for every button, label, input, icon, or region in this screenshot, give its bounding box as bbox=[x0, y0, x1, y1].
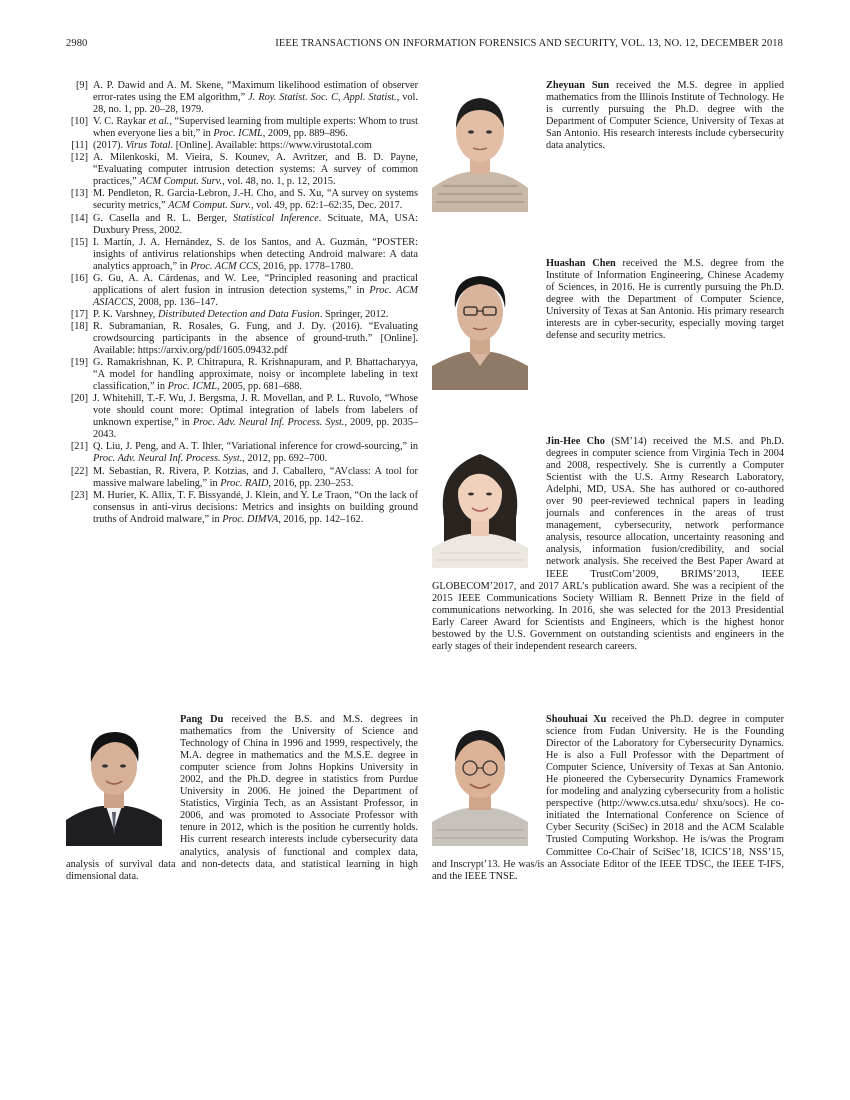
bio-pang-du bbox=[66, 714, 418, 883]
reference-venue: et al. bbox=[148, 116, 170, 128]
reference-item bbox=[66, 393, 418, 441]
photo-huashan-chen bbox=[432, 262, 528, 390]
reference-text bbox=[93, 116, 418, 140]
reference-item bbox=[66, 213, 418, 237]
reference-text bbox=[93, 80, 418, 116]
reference-segment: , 2016, pp. 142–162. bbox=[278, 513, 364, 525]
reference-number: [23] bbox=[70, 489, 88, 501]
reference-number: [10] bbox=[70, 116, 88, 128]
reference-number: [20] bbox=[70, 393, 88, 405]
reference-segment: A. Milenkoski, M. Vieira, S. Kounev, A. Avritzer, and B. D. Payne, “Evaluating computer intrusion detection systems: A survey of common practices,” bbox=[93, 152, 418, 188]
reference-text bbox=[93, 273, 418, 309]
reference-venue: Proc. RAID bbox=[220, 477, 269, 489]
reference-segment: , 2005, pp. 681–688. bbox=[217, 381, 302, 393]
reference-item bbox=[66, 116, 418, 140]
photo-shouhuai-xu bbox=[432, 718, 528, 846]
reference-venue: Proc. Adv. Neural Inf. Process. Syst. bbox=[192, 417, 345, 429]
reference-item bbox=[66, 273, 418, 309]
reference-item bbox=[66, 140, 418, 152]
reference-segment: A. P. Dawid and A. M. Skene, “Maximum likelihood estimation of observer error-rates using the EM algorithm,” bbox=[93, 80, 418, 104]
reference-segment: P. K. Varshney, bbox=[93, 308, 158, 320]
reference-segment: Q. Liu, J. Peng, and A. T. Ihler, “Variational inference for crowd-sourcing,” in bbox=[93, 441, 418, 453]
reference-text bbox=[93, 321, 418, 357]
reference-segment: , 2009, pp. 889–896. bbox=[262, 128, 348, 140]
reference-venue: Proc. DIMVA bbox=[222, 513, 279, 525]
bio-text: received the Ph.D. degree in computer science from Fudan University. He is the Founding Director of the Laboratory for Cybersecurity Dynamics. He is also a Full Professor with the Department of Computer Science, University of Texas at San Antonio. He pioneered the Cybersecurity Dynamics Framework for modeling and analyzing cybersecurity from a holistic perspective (http://www.cs.utsa.edu/ shxu/socs). He co-initiated the International Conference on Science of Cyber Security (SciSec) in 2018 and the ACM Scalable Trusted Computing Workshop. He is/was the Program Committee Co-Chair of SciSec’18, ICICS’18, NSS’15, and Inscrypt’13. He was/is an Associate Editor of the IEEE TDSC, the IEEE T-IFS, and the IEEE TNSE. bbox=[432, 714, 784, 882]
reference-text bbox=[93, 393, 418, 441]
reference-text bbox=[93, 309, 418, 321]
reference-item bbox=[66, 490, 418, 526]
reference-segment: I. Martín, J. A. Hernández, S. de los Santos, and A. Guzmán, “POSTER: insights of antivirus relationships when detecting Android malware: A data analytics approach,” in bbox=[93, 236, 418, 272]
reference-segment: , vol. 28, no. 1, pp. 20–28, 1979. bbox=[93, 92, 418, 116]
reference-segment: , vol. 49, pp. 62:1–62:35, Dec. 2017. bbox=[250, 200, 403, 212]
reference-number: [11] bbox=[71, 140, 88, 152]
photo-zheyuan-sun bbox=[432, 84, 528, 212]
reference-segment: , 2008, pp. 136–147. bbox=[133, 296, 218, 308]
reference-text bbox=[93, 213, 418, 237]
reference-item bbox=[66, 188, 418, 212]
bio-zheyuan-sun bbox=[432, 80, 784, 216]
reference-number: [18] bbox=[70, 320, 88, 332]
reference-venue: J. Roy. Statist. Soc. C, Appl. Statist. bbox=[248, 92, 397, 104]
reference-number: [15] bbox=[70, 236, 88, 248]
reference-item bbox=[66, 309, 418, 321]
reference-segment: . Springer, 2012. bbox=[319, 308, 389, 320]
reference-text bbox=[93, 357, 418, 393]
reference-item bbox=[66, 237, 418, 273]
bio-text: received the M.S. degree in applied mathematics from the Illinois Institute of Technology. He is currently pursuing the Ph.D. degree with the Department of Computer Science, University of Texas at San Antonio. His research interests include cybersecurity data analytics. bbox=[546, 80, 784, 152]
bio-text: received the B.S. and M.S. degrees in mathematics from the University of Science and Technology of China in 1996 and 1999, respectively, the M.A. degree in mathematics and the M.S.E. degree in computer science from Johns Hopkins University in 2002, and the Ph.D. degree in statistics from Purdue University in 2006. He joined the Department of Statistics, Virginia Tech, as an Assistant Professor, in 2006, and was promoted to Associate Professor with tenure in 2012, which is the position he currently holds. His current research interests include cybersecurity data analytics, analysis of functional and complex data, analysis of survival data and non-detects data, and statistical learning in high dimensional data. bbox=[66, 714, 418, 882]
reference-segment: , 2016, pp. 230–253. bbox=[268, 477, 354, 489]
bio-name: Jin-Hee Cho bbox=[546, 436, 605, 447]
reference-venue: Proc. Adv. Neural Inf. Process. Syst. bbox=[93, 453, 243, 465]
reference-item bbox=[66, 321, 418, 357]
bio-name: Shouhuai Xu bbox=[546, 714, 607, 725]
reference-item bbox=[66, 441, 418, 465]
reference-segment: G. Gu, A. A. Cárdenas, and W. Lee, “Principled reasoning and practical applications of alert fusion in intrusion detection systems,” in bbox=[93, 272, 418, 296]
reference-item bbox=[66, 466, 418, 490]
reference-item bbox=[66, 357, 418, 393]
bio-name: Pang Du bbox=[180, 714, 224, 725]
reference-segment: , 2009, pp. 2035–2043. bbox=[93, 417, 419, 441]
reference-segment: , vol. 48, no. 1, p. 12, 2015. bbox=[222, 176, 336, 188]
photo-jin-hee-cho bbox=[432, 440, 528, 568]
reference-venue: ACM Comput. Surv. bbox=[139, 176, 223, 188]
reference-venue: Statistical Inference bbox=[233, 212, 319, 224]
reference-venue: Proc. ACM ASIACCS bbox=[93, 284, 418, 308]
reference-segment: (2017). bbox=[93, 140, 126, 152]
bio-shouhuai-xu bbox=[432, 714, 784, 883]
reference-venue: Proc. ICML bbox=[167, 381, 218, 393]
bio-jin-hee-cho bbox=[432, 436, 784, 653]
reference-text bbox=[93, 490, 418, 526]
reference-text bbox=[93, 140, 418, 152]
journal-header: IEEE TRANSACTIONS ON INFORMATION FORENSICS AND SECURITY, VOL. 13, NO. 12, DECEMBER 2018 bbox=[275, 38, 783, 49]
page-number: 2980 bbox=[66, 38, 88, 49]
reference-segment: J. Whitehill, T.-F. Wu, J. Bergsma, J. R. Movellan, and P. L. Ruvolo, “Whose vote should count more: Optimal integration of labels from labelers of unknown expertise,” in bbox=[93, 393, 418, 429]
reference-number: [19] bbox=[70, 357, 88, 369]
reference-text bbox=[93, 441, 418, 465]
bio-name: Huashan Chen bbox=[546, 258, 616, 269]
reference-number: [13] bbox=[70, 188, 88, 200]
photo-pang-du bbox=[66, 718, 162, 846]
reference-segment: M. Sebastian, R. Rivera, P. Kotzias, and J. Caballero, “AVclass: A tool for massive malware labeling,” in bbox=[93, 465, 418, 489]
reference-segment: G. Casella and R. L. Berger, bbox=[93, 212, 234, 224]
reference-number: [12] bbox=[70, 152, 88, 164]
reference-item bbox=[66, 152, 418, 188]
reference-text bbox=[93, 152, 418, 188]
reference-segment: M. Hurier, K. Allix, T. F. Bissyandé, J. Klein, and Y. Le Traon, “On the lack of consensus in anti-virus decisions: Metrics and insights on building ground truths of Android malware,” in bbox=[93, 489, 418, 525]
references-list bbox=[66, 80, 418, 526]
reference-number: [22] bbox=[70, 465, 88, 477]
reference-number: [16] bbox=[70, 272, 88, 284]
bio-text: (SM’14) received the M.S. and Ph.D. degrees in computer science from Virginia Tech in 2004 and 2008, respectively. She is currently a Computer Scientist with the U.S. Army Research Laboratory, Adelphi, MD, USA. She has authored or co-authored over 90 peer-reviewed technical papers in leading journals and conferences in the areas of trust management, cybersecurity, network performance analysis, resource allocation, uncertainty reasoning and analysis, information fusion/credibility, and social network analysis. She received the Best Paper Award at IEEE TrustCom’2009, BRIMS’2013, IEEE GLOBECOM’2017, and 2017 ARL’s publication award. She was a recipient of the 2015 IEEE Communications Society William R. Bennett Prize in the field of communications networking. In 2016, she was selected for the 2013 Presidential Early Career Award for Scientists and Engineers, which is the highest honor bestowed by the U.S. Government on outstanding scientists and engineers in the early stages of their independent research careers. bbox=[432, 436, 785, 652]
reference-number: [14] bbox=[70, 212, 88, 224]
bio-text: received the M.S. degree from the Institute of Information Engineering, Chinese Academy of Sciences, in 2016. He is currently pursuing the Ph.D. degree with the Department of Computer Science, University of Texas at San Antonio. His primary research interests are in cyber-security, especially moving target defense and security metrics. bbox=[546, 258, 784, 342]
reference-segment: V. C. Raykar bbox=[93, 116, 149, 128]
bio-name: Zheyuan Sun bbox=[546, 80, 610, 91]
reference-segment: G. Ramakrishnan, K. P. Chitrapura, R. Krishnapuram, and P. Bhattacharyya, “A model for handling approximate, noisy or incomplete labeling in text classification,” in bbox=[93, 357, 418, 393]
reference-venue: ACM Comput. Surv. bbox=[168, 200, 251, 212]
reference-venue: Distributed Detection and Data Fusion bbox=[157, 308, 320, 320]
reference-segment: , “Supervised learning from multiple experts: Whom to trust when everyone lies a bit,” in bbox=[93, 116, 418, 140]
reference-number: [21] bbox=[70, 441, 88, 453]
reference-number: [17] bbox=[70, 308, 88, 320]
reference-text bbox=[93, 188, 418, 212]
reference-venue: Proc. ACM CCS bbox=[190, 260, 259, 272]
reference-segment: . Scituate, MA, USA: Duxbury Press, 2002. bbox=[93, 212, 418, 236]
reference-item bbox=[66, 80, 418, 116]
reference-text bbox=[93, 237, 418, 273]
reference-venue: Proc. ICML bbox=[213, 128, 263, 140]
reference-segment: . [Online]. Available: https://www.virustotal.com bbox=[170, 140, 372, 152]
reference-segment: M. Pendleton, R. Garcia-Lebron, J.-H. Cho, and S. Xu, “A survey on systems security metrics,” bbox=[93, 188, 418, 212]
reference-segment: , 2012, pp. 692–700. bbox=[242, 453, 328, 465]
reference-segment: , 2016, pp. 1778–1780. bbox=[258, 260, 354, 272]
bio-huashan-chen bbox=[432, 258, 784, 394]
reference-number: [9] bbox=[75, 80, 88, 91]
reference-text bbox=[93, 466, 418, 490]
reference-segment: R. Subramanian, R. Rosales, G. Fung, and J. Dy. (2016). “Evaluating crowdsourcing participants in the absence of ground-truth.” [Online]. Available: https://arxiv.org/pdf/1605.09432.pdf bbox=[93, 320, 418, 357]
reference-venue: Virus Total bbox=[125, 140, 171, 152]
